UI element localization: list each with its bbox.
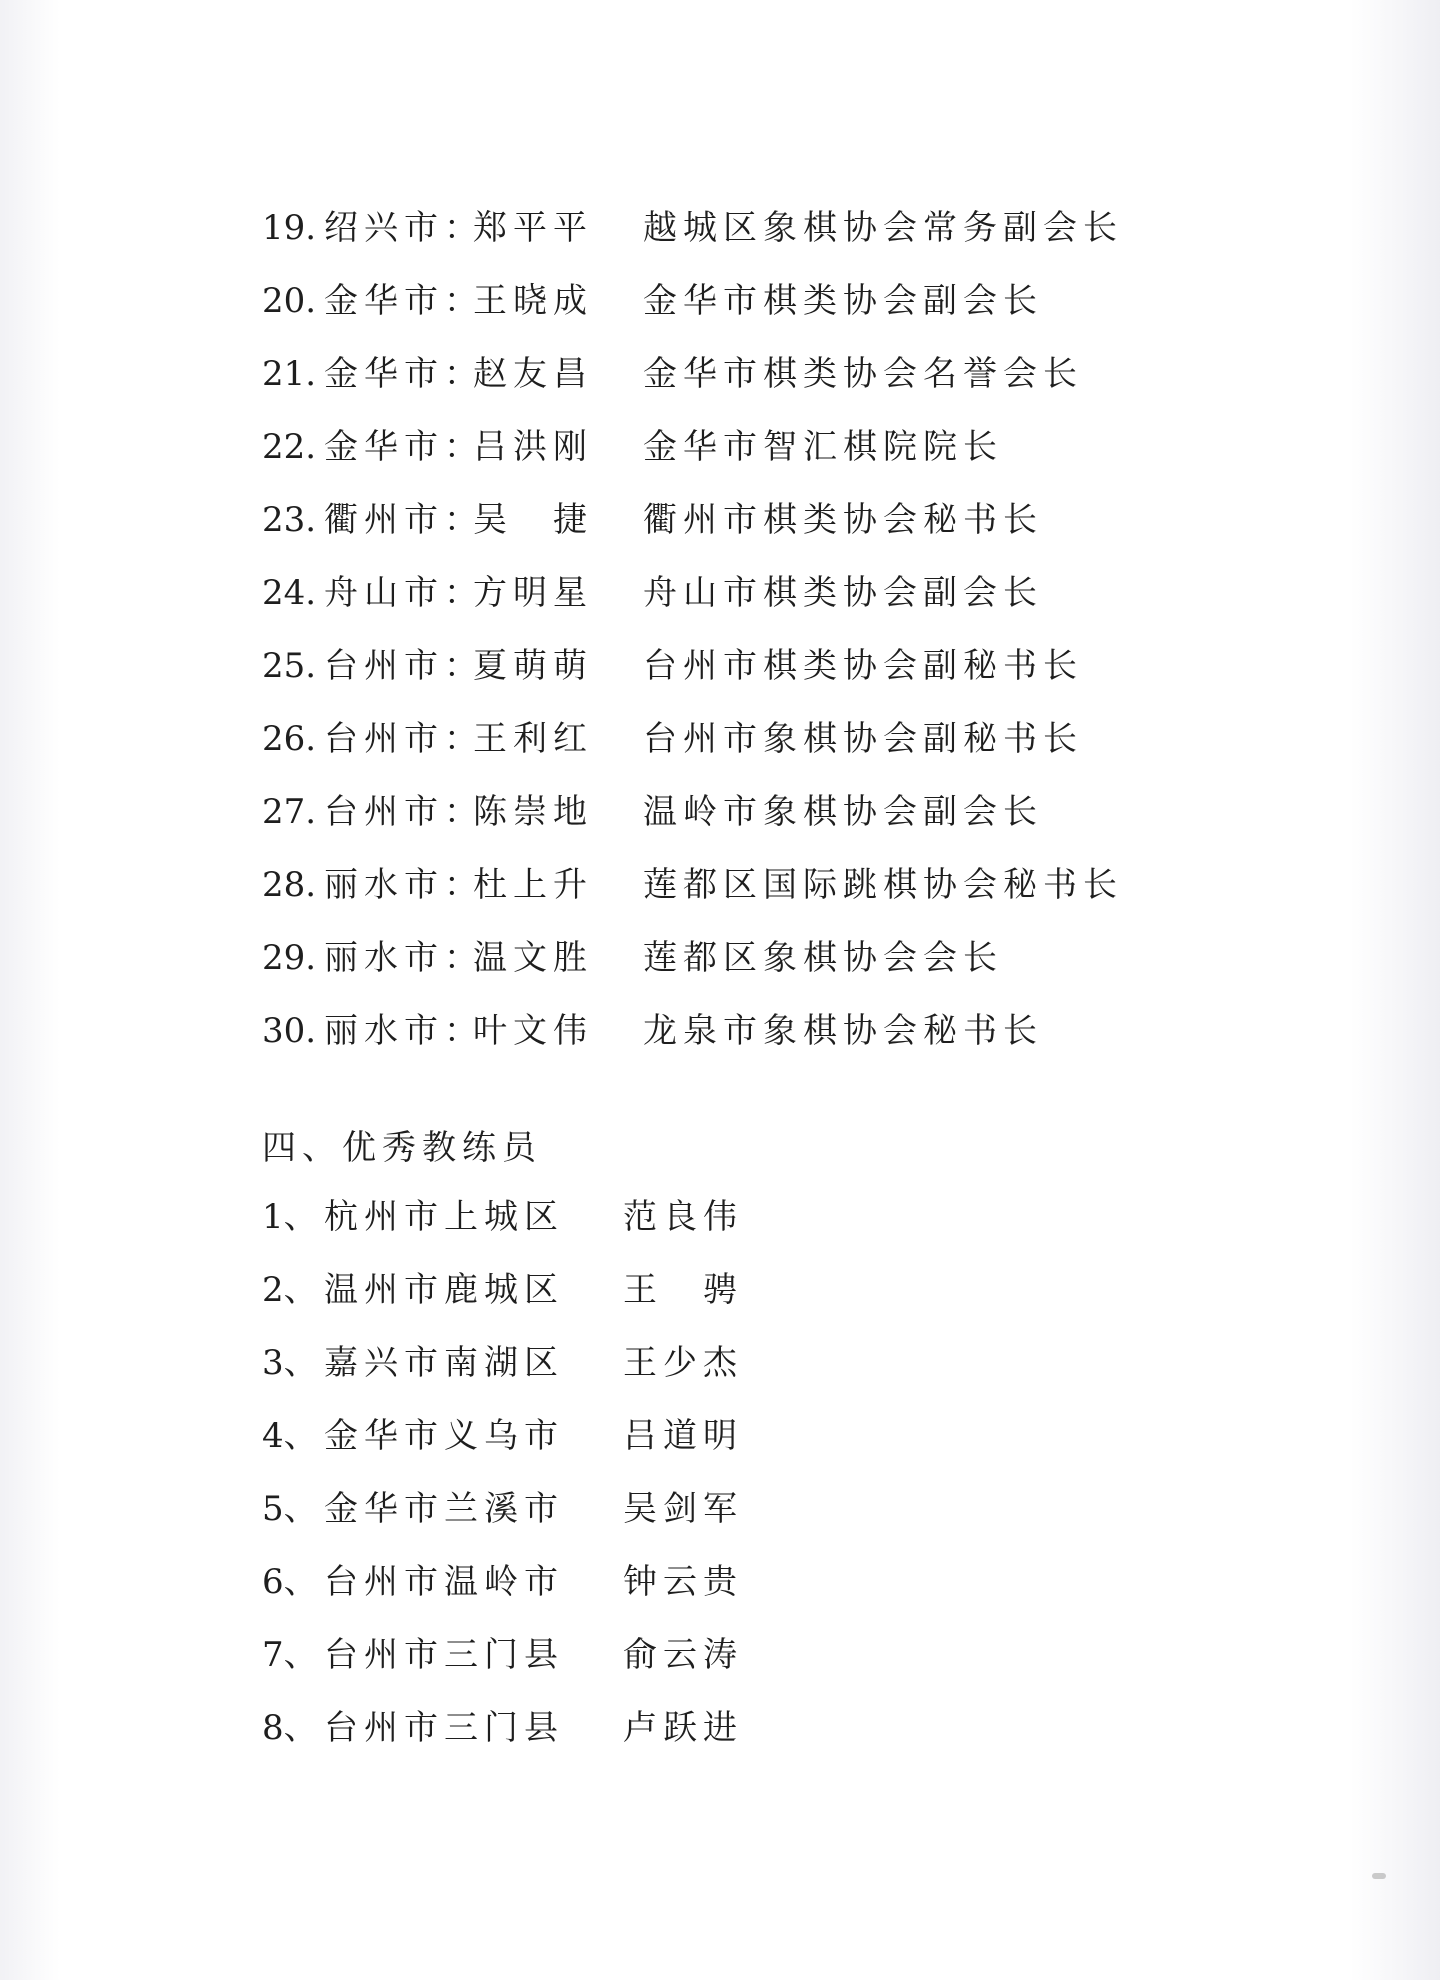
official-title: 温岭市象棋协会副会长 bbox=[643, 792, 1043, 832]
coach-name: 吕道明 bbox=[623, 1416, 743, 1456]
official-row bbox=[262, 1001, 1262, 1074]
official-title: 金华市棋类协会副会长 bbox=[643, 281, 1043, 321]
official-number: 21. bbox=[262, 354, 317, 394]
official-row bbox=[262, 417, 1262, 490]
coach-district: 嘉兴市南湖区 bbox=[324, 1343, 564, 1383]
official-row bbox=[262, 636, 1262, 709]
coach-district: 台州市三门县 bbox=[324, 1708, 564, 1748]
official-row bbox=[262, 855, 1262, 928]
section-heading: 四、优秀教练员 bbox=[262, 1128, 542, 1168]
official-number: 25. bbox=[262, 646, 317, 686]
official-name: 赵友昌 bbox=[473, 354, 593, 394]
official-title: 龙泉市象棋协会秘书长 bbox=[643, 1011, 1043, 1051]
official-name: 方明星 bbox=[473, 573, 593, 613]
coach-name: 卢跃进 bbox=[623, 1708, 743, 1748]
official-title: 莲都区象棋协会会长 bbox=[643, 938, 1003, 978]
coach-row bbox=[262, 1552, 962, 1625]
official-city: 台州市： bbox=[324, 792, 484, 832]
official-row bbox=[262, 344, 1262, 417]
coach-district: 台州市温岭市 bbox=[324, 1562, 564, 1602]
official-name: 夏萌萌 bbox=[473, 646, 593, 686]
official-number: 19. bbox=[262, 208, 317, 248]
official-number: 26. bbox=[262, 719, 317, 759]
official-title: 衢州市棋类协会秘书长 bbox=[643, 500, 1043, 540]
coach-row bbox=[262, 1698, 962, 1771]
coach-row bbox=[262, 1406, 962, 1479]
coach-name: 王 骋 bbox=[623, 1270, 743, 1310]
official-name: 杜上升 bbox=[473, 865, 593, 905]
coach-number: 5、 bbox=[262, 1489, 318, 1529]
official-number: 22. bbox=[262, 427, 317, 467]
official-number: 27. bbox=[262, 792, 317, 832]
official-name: 吕洪刚 bbox=[473, 427, 593, 467]
official-name: 王晓成 bbox=[473, 281, 593, 321]
official-city: 金华市： bbox=[324, 281, 484, 321]
coach-number: 8、 bbox=[262, 1708, 318, 1748]
coach-district: 金华市义乌市 bbox=[324, 1416, 564, 1456]
scan-speck bbox=[1372, 1873, 1386, 1879]
official-number: 20. bbox=[262, 281, 317, 321]
official-title: 台州市象棋协会副秘书长 bbox=[643, 719, 1083, 759]
coaches-list bbox=[262, 1187, 962, 1771]
official-city: 衢州市： bbox=[324, 500, 484, 540]
coach-number: 4、 bbox=[262, 1416, 318, 1456]
coach-number: 6、 bbox=[262, 1562, 318, 1602]
official-row bbox=[262, 490, 1262, 563]
coach-name: 钟云贵 bbox=[623, 1562, 743, 1602]
coach-row bbox=[262, 1260, 962, 1333]
official-title: 台州市棋类协会副秘书长 bbox=[643, 646, 1083, 686]
official-city: 丽水市： bbox=[324, 865, 484, 905]
coach-row bbox=[262, 1187, 962, 1260]
official-row bbox=[262, 928, 1262, 1001]
coach-district: 金华市兰溪市 bbox=[324, 1489, 564, 1529]
official-number: 28. bbox=[262, 865, 317, 905]
coach-row bbox=[262, 1479, 962, 1552]
official-title: 金华市智汇棋院院长 bbox=[643, 427, 1003, 467]
official-row bbox=[262, 782, 1262, 855]
official-number: 24. bbox=[262, 573, 317, 613]
coach-district: 杭州市上城区 bbox=[324, 1197, 564, 1237]
official-city: 金华市： bbox=[324, 427, 484, 467]
coach-number: 3、 bbox=[262, 1343, 318, 1383]
official-city: 绍兴市： bbox=[324, 208, 484, 248]
official-row bbox=[262, 709, 1262, 782]
official-name: 陈崇地 bbox=[473, 792, 593, 832]
official-city: 丽水市： bbox=[324, 1011, 484, 1051]
official-city: 丽水市： bbox=[324, 938, 484, 978]
officials-list bbox=[262, 198, 1262, 1074]
official-row bbox=[262, 198, 1262, 271]
official-name: 温文胜 bbox=[473, 938, 593, 978]
official-title: 舟山市棋类协会副会长 bbox=[643, 573, 1043, 613]
official-number: 29. bbox=[262, 938, 317, 978]
official-title: 越城区象棋协会常务副会长 bbox=[643, 208, 1123, 248]
official-title: 金华市棋类协会名誉会长 bbox=[643, 354, 1083, 394]
official-row bbox=[262, 271, 1262, 344]
coach-district: 台州市三门县 bbox=[324, 1635, 564, 1675]
official-city: 金华市： bbox=[324, 354, 484, 394]
coach-name: 王少杰 bbox=[623, 1343, 743, 1383]
official-name: 郑平平 bbox=[473, 208, 593, 248]
coach-district: 温州市鹿城区 bbox=[324, 1270, 564, 1310]
coach-name: 俞云涛 bbox=[623, 1635, 743, 1675]
official-row bbox=[262, 563, 1262, 636]
official-city: 台州市： bbox=[324, 719, 484, 759]
official-name: 叶文伟 bbox=[473, 1011, 593, 1051]
official-name: 王利红 bbox=[473, 719, 593, 759]
official-name: 吴 捷 bbox=[473, 500, 593, 540]
coach-number: 7、 bbox=[262, 1635, 318, 1675]
coach-number: 1、 bbox=[262, 1197, 318, 1237]
official-title: 莲都区国际跳棋协会秘书长 bbox=[643, 865, 1123, 905]
coach-name: 吴剑军 bbox=[623, 1489, 743, 1529]
official-city: 台州市： bbox=[324, 646, 484, 686]
coach-row bbox=[262, 1333, 962, 1406]
coach-row bbox=[262, 1625, 962, 1698]
coach-number: 2、 bbox=[262, 1270, 318, 1310]
official-city: 舟山市： bbox=[324, 573, 484, 613]
coach-name: 范良伟 bbox=[623, 1197, 743, 1237]
official-number: 30. bbox=[262, 1011, 317, 1051]
official-number: 23. bbox=[262, 500, 317, 540]
